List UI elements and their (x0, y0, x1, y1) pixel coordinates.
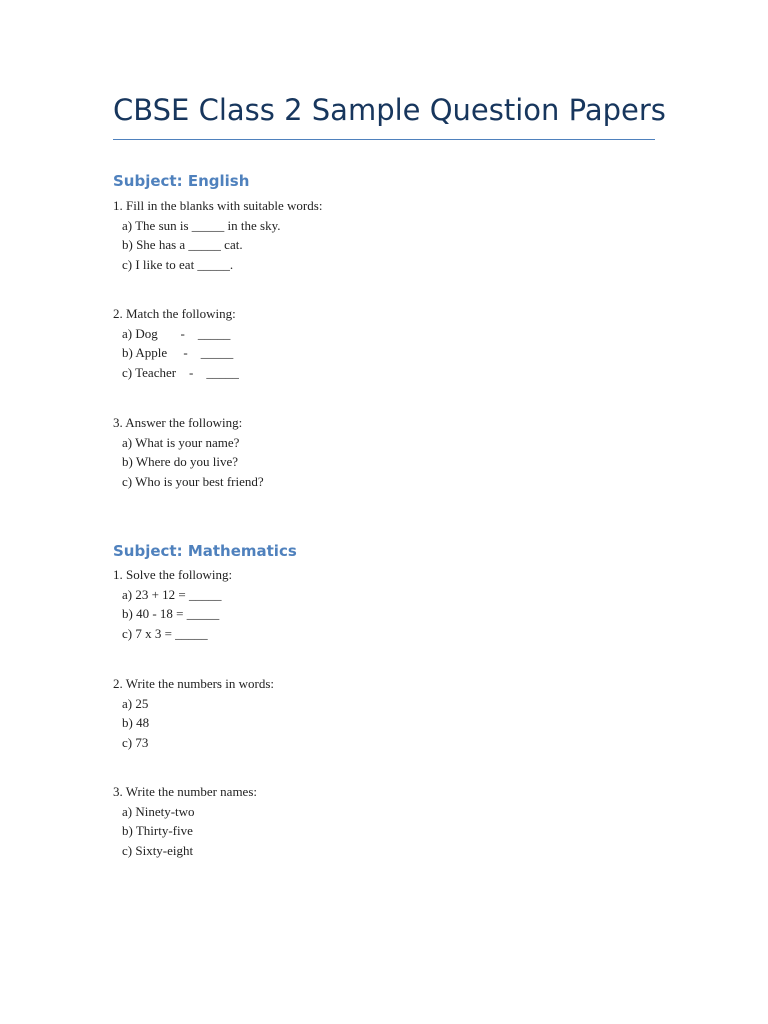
english-question-1 (113, 196, 322, 274)
page-title: CBSE Class 2 Sample Question Papers (113, 93, 666, 127)
question-prompt: 2. Write the numbers in words: (113, 676, 274, 691)
question-item: b) Apple - _____ (122, 345, 234, 360)
math-question-3 (113, 782, 257, 860)
english-question-2 (113, 304, 239, 382)
title-underline (113, 139, 655, 140)
question-item: c) I like to eat _____. (122, 256, 234, 272)
question-item: c) Teacher - _____ (122, 364, 239, 380)
question-item: b) 48 (122, 715, 150, 730)
question-item: a) Dog - _____ (122, 325, 231, 341)
question-item: c) 73 (122, 734, 149, 750)
question-item: b) Where do you live? (122, 454, 238, 469)
question-prompt: 2. Match the following: (113, 306, 236, 321)
question-item: c) 7 x 3 = _____ (122, 625, 208, 641)
question-item: a) 23 + 12 = _____ (122, 586, 222, 602)
english-question-3 (113, 413, 264, 491)
question-item: b) She has a _____ cat. (122, 237, 243, 252)
question-item: a) 25 (122, 695, 149, 711)
math-question-2 (113, 674, 274, 752)
subject-heading-mathematics: Subject: Mathematics (113, 542, 297, 560)
question-prompt: 1. Solve the following: (113, 567, 233, 582)
question-prompt: 3. Write the number names: (113, 784, 258, 799)
question-item: c) Sixty-eight (122, 842, 194, 858)
question-item: b) Thirty-five (122, 823, 193, 838)
question-item: a) What is your name? (122, 434, 240, 450)
question-item: a) Ninety-two (122, 803, 195, 819)
math-question-1 (113, 565, 232, 643)
question-prompt: 1. Fill in the blanks with suitable words: (113, 198, 323, 213)
question-prompt: 3. Answer the following: (113, 415, 243, 430)
question-item: b) 40 - 18 = _____ (122, 606, 220, 621)
question-item: c) Who is your best friend? (122, 473, 264, 489)
question-item: a) The sun is _____ in the sky. (122, 217, 281, 233)
subject-heading-english: Subject: English (113, 172, 250, 190)
